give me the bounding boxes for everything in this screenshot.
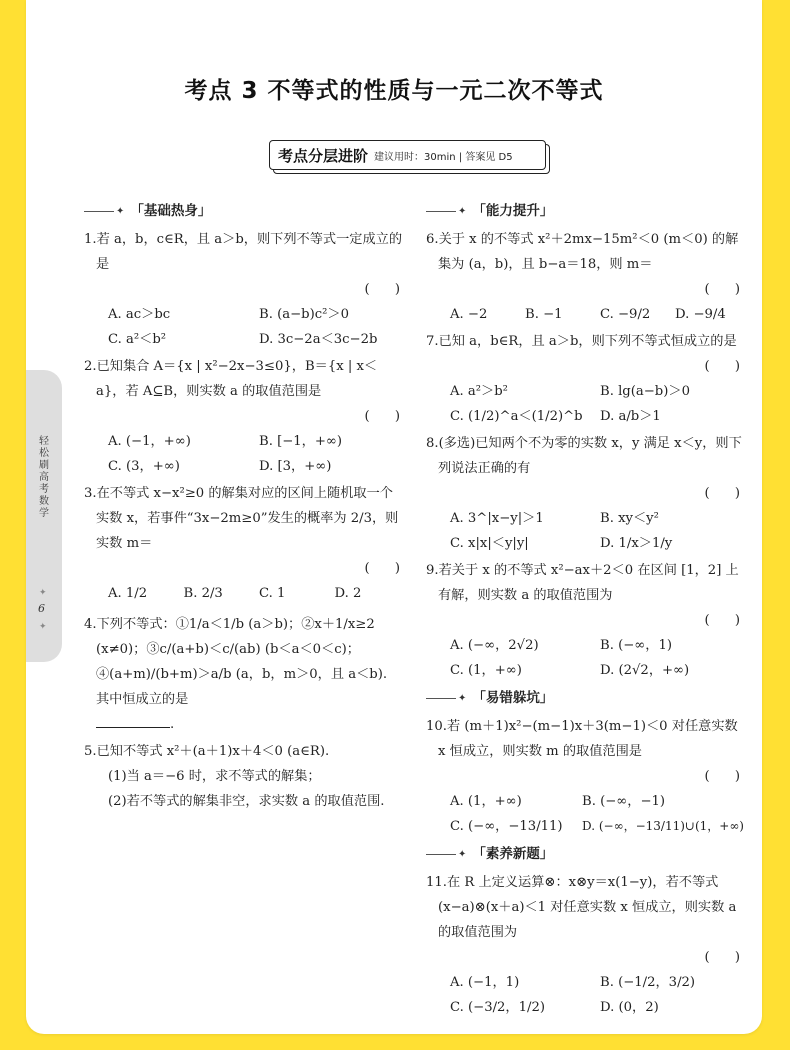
page [26, 0, 762, 1034]
option-c: C. x|x|＜y|y| [450, 536, 529, 551]
question-1 [84, 227, 404, 352]
question-10-options [426, 789, 744, 839]
section-warmup [84, 198, 404, 224]
section-literacy-title: 「素养新题」 [472, 845, 554, 862]
banner-subtitle: 建议用时：30min | 答案见 D5 [374, 151, 513, 163]
question-11 [426, 870, 744, 1020]
banner-box [269, 140, 546, 170]
question-2-text: 2.已知集合 A＝{x | x²−2x−3≤0}，B＝{x | x＜a}，若 A⊆B，则实数 a 的取值范围是 [84, 359, 378, 399]
option-d: D. (0，2) [600, 1000, 659, 1015]
question-10 [426, 714, 744, 839]
cross-icon: ✦ [458, 205, 467, 217]
page-title: 考点 3 不等式的性质与一元二次不等式 [184, 78, 604, 104]
option-d: D. −9/4 [675, 307, 726, 322]
page-number: 6 [38, 602, 45, 615]
option-c: C. (1/2)^a＜(1/2)^b [450, 409, 583, 424]
option-a: A. (−1，1) [450, 975, 520, 990]
option-c: C. 1 [259, 586, 286, 601]
question-9 [426, 558, 744, 683]
question-7 [426, 329, 744, 429]
question-2-options [84, 429, 404, 479]
question-4-text [84, 612, 404, 737]
question-6-text: 6.关于 x 的不等式 x²＋2mx−15m²＜0 (m＜0) 的解集为 (a，b)，且 b−a＝18，则 m＝ [426, 232, 739, 272]
answer-paren: ( ) [704, 282, 740, 297]
option-b: B. lg(a−b)＞0 [600, 384, 690, 399]
option-c: C. (1，+∞) [450, 663, 522, 678]
cross-icon: ✦ [458, 692, 467, 704]
divider [84, 211, 114, 212]
option-a: A. ac＞bc [108, 307, 171, 322]
question-9-options [426, 633, 744, 683]
option-d: D. 2 [334, 586, 362, 601]
option-c: C. (3，+∞) [108, 459, 180, 474]
answer-blank [96, 713, 170, 728]
answer-paren: ( ) [704, 486, 740, 501]
option-b: B. (a−b)c²＞0 [259, 307, 349, 322]
question-5-text: 5.已知不等式 x²＋(a＋1)x＋4＜0 (a∈R). [84, 744, 330, 759]
question-4-end: . [170, 717, 175, 732]
question-4-body: 4.下列不等式：①1/a＜1/b (a＞b)；②x＋1/x≥2 (x≠0)；③c/(a+b)＜c/(ab) (b＜a＜0＜c)；④(a+m)/(b+m)＞a/b (a，b，m＞0，且 a＜b). 其中恒成立的是 [84, 617, 392, 707]
question-4 [84, 612, 404, 737]
answer-paren: ( ) [364, 409, 400, 424]
question-6 [426, 227, 744, 327]
option-b: B. (−∞，−1) [582, 794, 666, 809]
cross-icon: ✦ [458, 848, 467, 860]
answer-paren: ( ) [364, 561, 400, 576]
answer-paren: ( ) [704, 769, 740, 784]
section-warmup-title: 「基础热身」 [130, 202, 212, 219]
question-5-part-1: (1)当 a＝−6 时，求不等式的解集； [108, 769, 321, 784]
option-c: C. −9/2 [600, 307, 651, 322]
right-column [426, 198, 744, 1022]
option-d: D. [3，+∞) [259, 459, 332, 474]
option-a: A. 3^|x−y|＞1 [450, 511, 544, 526]
side-tab [26, 370, 62, 662]
question-1-options [84, 302, 404, 352]
question-1-text: 1.若 a，b，c∈R，且 a＞b，则下列不等式一定成立的是 [84, 232, 403, 272]
option-b: B. −1 [525, 307, 563, 322]
option-a: A. a²＞b² [450, 384, 508, 399]
section-pitfall-title: 「易错躲坑」 [472, 689, 554, 706]
option-c: C. (−∞，−13/11) [450, 819, 563, 834]
option-b: B. 2/3 [183, 586, 223, 601]
question-2 [84, 354, 404, 479]
section-ability-title: 「能力提升」 [472, 202, 554, 219]
question-8 [426, 431, 744, 556]
question-7-options [426, 379, 744, 429]
section-banner [269, 140, 550, 174]
divider [426, 854, 456, 855]
option-b: B. (−1/2，3/2) [600, 975, 696, 990]
question-11-options [426, 970, 744, 1020]
question-3-text: 3.在不等式 x−x²≥0 的解集对应的区间上随机取一个实数 x，若事件“3x−2m≥0”发生的概率为 2/3，则实数 m＝ [84, 486, 399, 551]
divider [426, 698, 456, 699]
option-b: B. (−∞，1) [600, 638, 672, 653]
question-5 [84, 739, 404, 814]
option-a: A. (1，+∞) [450, 794, 522, 809]
banner-title: 考点分层进阶 [278, 146, 369, 165]
plus-icon: ✦ [39, 622, 47, 632]
option-d: D. 3c−2a＜3c−2b [259, 332, 378, 347]
answer-paren: ( ) [364, 282, 400, 297]
option-b: B. xy＜y² [600, 511, 659, 526]
question-6-options [426, 302, 744, 327]
option-d: D. a/b＞1 [600, 409, 661, 424]
option-c: C. (−3/2，1/2) [450, 1000, 545, 1015]
answer-paren: ( ) [704, 359, 740, 374]
option-a: A. −2 [450, 307, 488, 322]
question-3-options [84, 581, 404, 606]
question-9-text: 9.若关于 x 的不等式 x²−ax＋2＜0 在区间 [1，2] 上有解，则实数 a 的取值范围为 [426, 563, 739, 603]
cross-icon: ✦ [116, 205, 125, 217]
section-pitfall [426, 685, 744, 711]
option-d: D. (2√2，+∞) [600, 663, 690, 678]
option-c: C. a²＜b² [108, 332, 167, 347]
question-11-text: 11.在 R 上定义运算⊗：x⊗y＝x(1−y)，若不等式 (x−a)⊗(x＋a)＜1 对任意实数 x 恒成立，则实数 a 的取值范围为 [426, 875, 741, 940]
option-a: A. 1/2 [108, 586, 148, 601]
divider [426, 211, 456, 212]
plus-icon: ✦ [39, 588, 47, 598]
question-8-text: 8.(多选)已知两个不为零的实数 x，y 满足 x＜y，则下列说法正确的有 [426, 436, 742, 476]
option-d: D. (−∞，−13/11)∪(1，+∞) [582, 819, 744, 833]
question-7-text: 7.已知 a，b∈R，且 a＞b，则下列不等式恒成立的是 [426, 334, 737, 349]
answer-paren: ( ) [704, 950, 740, 965]
left-column [84, 198, 404, 816]
question-3 [84, 481, 404, 606]
option-d: D. 1/x＞1/y [600, 536, 673, 551]
option-a: A. (−1，+∞) [108, 434, 191, 449]
option-b: B. [−1，+∞) [259, 434, 343, 449]
question-10-text: 10.若 (m＋1)x²−(m−1)x＋3(m−1)＜0 对任意实数 x 恒成立，则实数 m 的取值范围是 [426, 719, 742, 759]
question-8-options [426, 506, 744, 556]
side-tab-label: 轻松刷 高考数学 [39, 436, 49, 519]
section-ability [426, 198, 744, 224]
option-a: A. (−∞，2√2) [450, 638, 539, 653]
question-5-part-2: (2)若不等式的解集非空，求实数 a 的取值范围. [108, 794, 385, 809]
answer-paren: ( ) [704, 613, 740, 628]
section-literacy [426, 841, 744, 867]
